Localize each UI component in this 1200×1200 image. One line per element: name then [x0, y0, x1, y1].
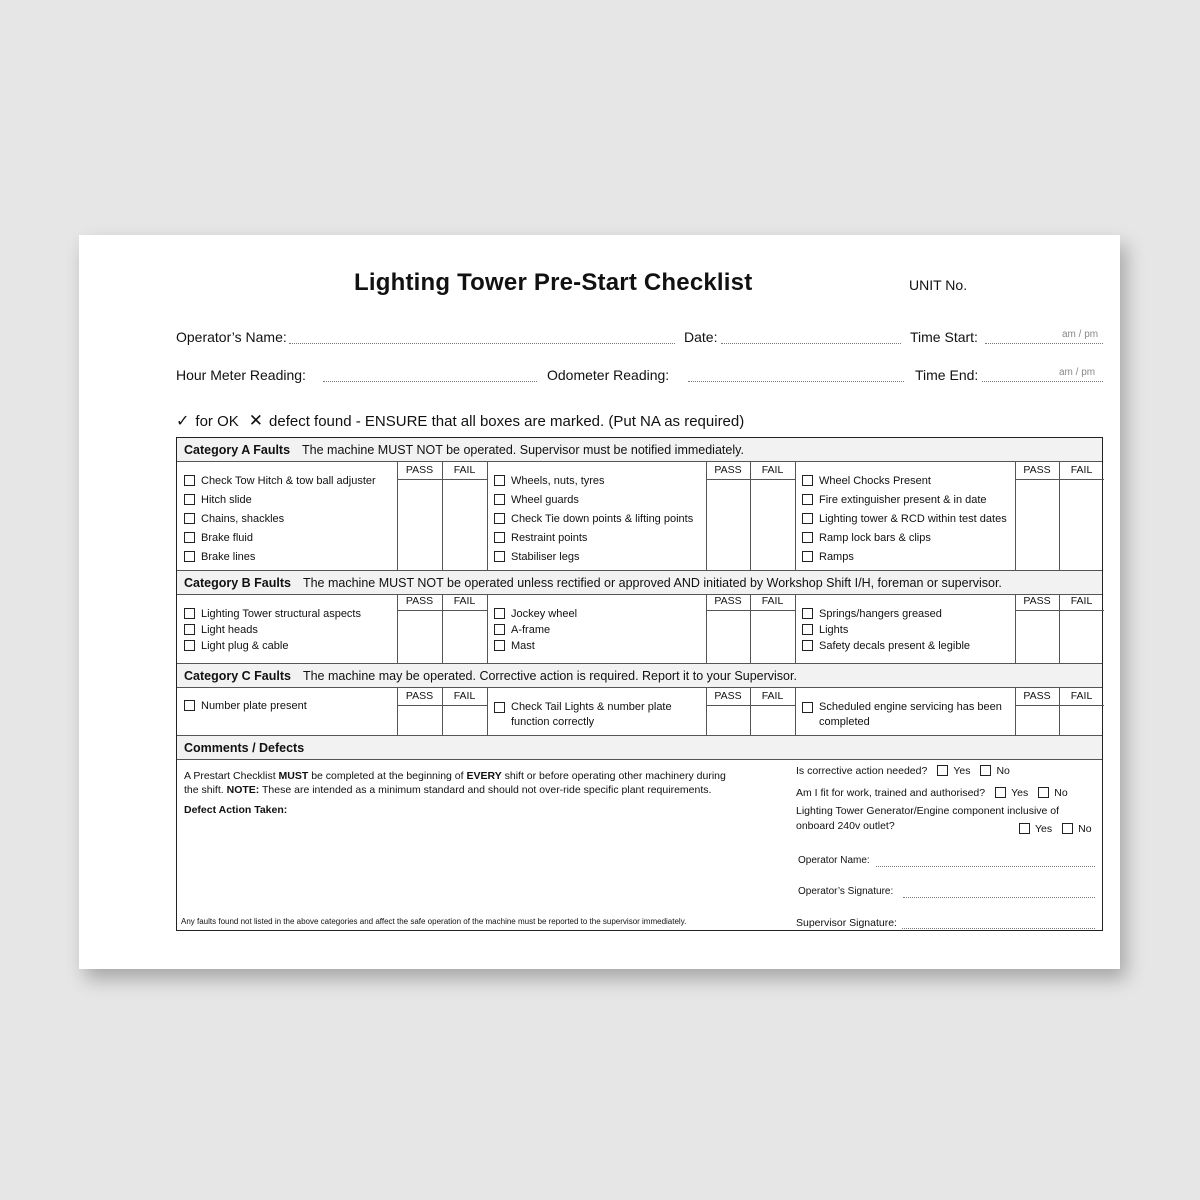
category-a-fail-header: FAIL — [1070, 464, 1093, 476]
time-start-ampm: am / pm — [1062, 329, 1099, 340]
category-a-checkbox[interactable] — [802, 532, 813, 543]
section-divider — [795, 688, 796, 735]
section-divider — [795, 462, 796, 570]
category-a-pass-cell[interactable] — [706, 479, 750, 570]
category-a-item-label: Check Tie down points & lifting points — [511, 513, 694, 525]
q3-yes-checkbox[interactable] — [1019, 823, 1030, 834]
category-b-checkbox[interactable] — [184, 624, 195, 635]
note-text-2: be completed at the beginning of — [308, 770, 467, 782]
category-b-checkbox[interactable] — [494, 640, 505, 651]
q3-no-checkbox[interactable] — [1062, 823, 1073, 834]
operator-name-label: Operator’s Name: — [176, 329, 287, 345]
category-a-item-label: Restraint points — [511, 532, 588, 544]
supervisor-signature-label: Supervisor Signature: — [796, 917, 897, 929]
category-a-checkbox[interactable] — [802, 494, 813, 505]
category-c-pass-header: PASS — [714, 690, 742, 702]
q1-yes-checkbox[interactable] — [937, 765, 948, 776]
category-b-item-label: Mast — [511, 640, 535, 652]
category-b-item-label: Safety decals present & legible — [819, 640, 971, 652]
category-b-item-label: Lighting Tower structural aspects — [201, 608, 361, 620]
q3-no-label: No — [1078, 823, 1092, 835]
category-b-pass-header: PASS — [1023, 595, 1051, 607]
category-b-pass-cell[interactable] — [706, 610, 750, 663]
time-end-label: Time End: — [915, 367, 979, 383]
section-divider — [487, 688, 488, 735]
category-b-fail-header: FAIL — [453, 595, 476, 607]
category-a-item — [184, 551, 255, 563]
category-c-pass-header: PASS — [1023, 690, 1051, 702]
operator-signature-label: Operator’s Signature: — [798, 886, 894, 897]
category-c-pass-cell[interactable] — [1015, 705, 1059, 735]
time-end-ampm: am / pm — [1059, 367, 1096, 378]
hour-meter-label: Hour Meter Reading: — [176, 367, 306, 383]
legend-defect: defect found - ENSURE that all boxes are marked. (Put NA as required) — [269, 413, 745, 430]
q2-no-label: No — [1054, 787, 1068, 799]
checklist-sheet — [79, 235, 1120, 969]
note-note: NOTE: — [226, 784, 260, 796]
note-text-5: These are intended as a minimum standard and should not over-ride specific plant requirements. — [259, 784, 712, 796]
category-a-checkbox[interactable] — [184, 513, 195, 524]
hour-meter-field[interactable] — [323, 381, 537, 382]
q1-text: Is corrective action needed? — [796, 765, 928, 777]
q2-yes-label: Yes — [1011, 787, 1029, 799]
q2-text: Am I fit for work, trained and authorised? — [796, 787, 986, 799]
comments-header — [177, 736, 1102, 760]
category-c-item — [802, 700, 1002, 730]
category-a-checkbox[interactable] — [802, 551, 813, 562]
category-a-fail-cell[interactable] — [1059, 479, 1104, 570]
page-title: Lighting Tower Pre-Start Checklist — [354, 269, 753, 296]
category-a-item — [802, 494, 987, 506]
defect-action-label: Defect Action Taken: — [184, 804, 288, 816]
category-b-pass-cell[interactable] — [1015, 610, 1059, 663]
category-c-item — [494, 700, 672, 730]
category-b-checkbox[interactable] — [184, 640, 195, 651]
category-b-fail-cell[interactable] — [750, 610, 795, 663]
category-b-checkbox[interactable] — [802, 640, 813, 651]
category-b-item-label: Springs/hangers greased — [819, 608, 942, 620]
category-a-pass-header: PASS — [405, 464, 434, 476]
category-a-item — [494, 532, 587, 544]
q2-no-checkbox[interactable] — [1038, 787, 1049, 798]
q1-no-label: No — [996, 765, 1010, 777]
category-c-header — [177, 664, 1102, 688]
category-b-item-label: Light plug & cable — [201, 640, 289, 652]
category-b-item — [802, 608, 942, 620]
operator-name-sign-field[interactable] — [876, 866, 1095, 867]
fault-table — [176, 437, 1103, 931]
category-c-checkbox[interactable] — [802, 702, 813, 713]
category-a-checkbox[interactable] — [184, 532, 195, 543]
check-icon: ✓ — [176, 413, 190, 430]
category-b-pass-header: PASS — [714, 595, 742, 607]
category-a-fail-header: FAIL — [761, 464, 784, 476]
category-a-item-label: Brake lines — [201, 551, 256, 563]
comments-heading: Comments / Defects — [184, 740, 305, 755]
category-b-fail-header: FAIL — [1070, 595, 1093, 607]
category-a-item — [802, 513, 1007, 525]
note-text-3: shift or before operating other machinery during — [501, 770, 726, 782]
category-c-pass-header: PASS — [405, 690, 434, 702]
category-a-item — [802, 532, 931, 544]
category-b-header — [177, 571, 1102, 595]
category-b-item-label: A-frame — [511, 624, 551, 636]
category-b-checkbox[interactable] — [494, 608, 505, 619]
category-b-item — [184, 640, 288, 652]
category-a-checkbox[interactable] — [494, 494, 505, 505]
note-text-1: A Prestart Checklist — [184, 770, 279, 782]
q3-yes-label: Yes — [1035, 823, 1053, 835]
category-b-checkbox[interactable] — [802, 608, 813, 619]
category-a-checkbox[interactable] — [184, 494, 195, 505]
prestart-note — [184, 769, 764, 797]
q1-no-checkbox[interactable] — [980, 765, 991, 776]
category-a-pass-cell[interactable] — [397, 479, 442, 570]
question-fit-for-work — [796, 787, 1068, 799]
category-c-fail-header: FAIL — [761, 690, 784, 702]
legend-ok: for OK — [195, 413, 239, 430]
category-b-item — [184, 624, 258, 636]
odometer-field[interactable] — [688, 381, 904, 382]
time-start-label: Time Start: — [910, 329, 978, 345]
category-a-pass-header: PASS — [1023, 464, 1051, 476]
category-a-item-label: Lighting tower & RCD within test dates — [819, 513, 1007, 525]
category-a-checkbox[interactable] — [494, 513, 505, 524]
category-c-item-label: Number plate present — [201, 700, 307, 712]
note-every: EVERY — [466, 770, 502, 782]
category-a-item — [494, 475, 605, 487]
category-c-pass-cell[interactable] — [397, 705, 442, 735]
category-c-item-label: Check Tail Lights & number plate function correctly — [511, 701, 672, 728]
category-a-pass-cell[interactable] — [1015, 479, 1059, 570]
category-b-item-label: Lights — [819, 624, 849, 636]
category-b-fail-cell[interactable] — [442, 610, 487, 663]
note-text-4: the shift. — [184, 784, 227, 796]
category-c-checkbox[interactable] — [184, 700, 195, 711]
category-a-checkbox[interactable] — [494, 551, 505, 562]
category-a-item-label: Wheel Chocks Present — [819, 475, 931, 487]
category-a-item — [184, 494, 252, 506]
category-a-checkbox[interactable] — [802, 475, 813, 486]
category-a-item-label: Brake fluid — [201, 532, 253, 544]
category-a-item-label: Wheel guards — [511, 494, 579, 506]
category-a-item-label: Check Tow Hitch & tow ball adjuster — [201, 475, 376, 487]
date-label: Date: — [684, 329, 718, 345]
category-c-fail-cell[interactable] — [1059, 705, 1104, 735]
time-start-field[interactable] — [985, 343, 1103, 344]
category-b-checkbox[interactable] — [184, 608, 195, 619]
category-a-checkbox[interactable] — [494, 475, 505, 486]
category-b-fail-cell[interactable] — [1059, 610, 1104, 663]
category-a-checkbox[interactable] — [184, 551, 195, 562]
category-a-fail-cell[interactable] — [750, 479, 795, 570]
category-a-item — [184, 532, 253, 544]
category-a-item — [184, 475, 376, 487]
category-a-name: Category A Faults — [184, 442, 291, 457]
category-a-item — [802, 475, 931, 487]
operator-signature-field[interactable] — [903, 897, 1095, 898]
category-c-fail-cell[interactable] — [750, 705, 795, 735]
category-c-item — [184, 700, 307, 712]
category-a-checkbox[interactable] — [494, 532, 505, 543]
date-field[interactable] — [721, 343, 901, 344]
category-c-checkbox[interactable] — [494, 702, 505, 713]
category-b-item-label: Light heads — [201, 624, 258, 636]
category-a-item-label: Fire extinguisher present & in date — [819, 494, 987, 506]
category-a-checkbox[interactable] — [802, 513, 813, 524]
category-b-row — [177, 595, 1102, 664]
section-divider — [795, 595, 796, 663]
operator-name-sign-label: Operator Name: — [798, 855, 870, 866]
q3-text-1: Lighting Tower Generator/Engine component inclusive of — [796, 805, 1060, 817]
category-a-item — [494, 551, 579, 563]
time-end-field[interactable] — [982, 381, 1103, 382]
question-corrective-action — [796, 765, 1010, 777]
category-c-pass-cell[interactable] — [706, 705, 750, 735]
category-a-item-label: Ramps — [819, 551, 854, 563]
q2-yes-checkbox[interactable] — [995, 787, 1006, 798]
category-c-item-label: Scheduled engine servicing has been completed — [819, 701, 1002, 728]
category-a-pass-header: PASS — [714, 464, 742, 476]
q3-text-2: onboard 240v outlet? — [796, 820, 895, 832]
category-a-item-label: Wheels, nuts, tyres — [511, 475, 605, 487]
section-divider — [487, 462, 488, 570]
category-c-row — [177, 688, 1102, 736]
category-a-item-label: Hitch slide — [201, 494, 252, 506]
category-a-item — [184, 513, 284, 525]
q1-yes-label: Yes — [953, 765, 971, 777]
category-b-fail-header: FAIL — [761, 595, 784, 607]
category-b-item — [802, 640, 970, 652]
category-b-checkbox[interactable] — [494, 624, 505, 635]
section-divider — [487, 595, 488, 663]
supervisor-signature-field[interactable] — [902, 928, 1095, 929]
category-b-item — [494, 640, 535, 652]
category-b-item — [494, 608, 577, 620]
category-a-item — [802, 551, 854, 563]
category-b-item — [184, 608, 361, 620]
category-a-row — [177, 462, 1102, 571]
category-b-item — [802, 624, 848, 636]
category-c-fail-cell[interactable] — [442, 705, 487, 735]
footer-note: Any faults found not listed in the above categories and affect the safe operation of the machine must be reported to the supervisor immediately. — [181, 917, 687, 926]
legend — [176, 411, 744, 431]
category-b-checkbox[interactable] — [802, 624, 813, 635]
question-generator-answers — [1009, 823, 1092, 835]
category-a-header — [177, 438, 1102, 462]
category-c-fail-header: FAIL — [453, 690, 476, 702]
category-a-item-label: Ramp lock bars & clips — [819, 532, 931, 544]
category-b-pass-cell[interactable] — [397, 610, 442, 663]
category-a-checkbox[interactable] — [184, 475, 195, 486]
category-b-desc: The machine MUST NOT be operated unless rectified or approved AND initiated by Workshop Shift I/H, foreman or supervisor. — [302, 575, 1002, 590]
category-a-item — [494, 513, 693, 525]
category-b-item — [494, 624, 550, 636]
category-c-desc: The machine may be operated. Corrective action is required. Report it to your Supervisor. — [302, 668, 797, 683]
category-c-name: Category C Faults — [184, 668, 291, 683]
category-b-pass-header: PASS — [405, 595, 434, 607]
category-b-name: Category B Faults — [184, 575, 291, 590]
note-must: MUST — [278, 770, 309, 782]
category-a-item-label: Stabiliser legs — [511, 551, 580, 563]
odometer-label: Odometer Reading: — [547, 367, 670, 383]
category-b-item-label: Jockey wheel — [511, 608, 578, 620]
cross-icon: ✕ — [248, 411, 264, 430]
category-a-fail-header: FAIL — [453, 464, 476, 476]
operator-name-field[interactable] — [289, 343, 675, 344]
category-a-fail-cell[interactable] — [442, 479, 487, 570]
category-c-fail-header: FAIL — [1070, 690, 1093, 702]
unit-number-label: UNIT No. — [909, 277, 968, 293]
category-a-item — [494, 494, 579, 506]
category-a-item-label: Chains, shackles — [201, 513, 285, 525]
category-a-desc: The machine MUST NOT be operated. Supervisor must be notified immediately. — [302, 442, 744, 457]
